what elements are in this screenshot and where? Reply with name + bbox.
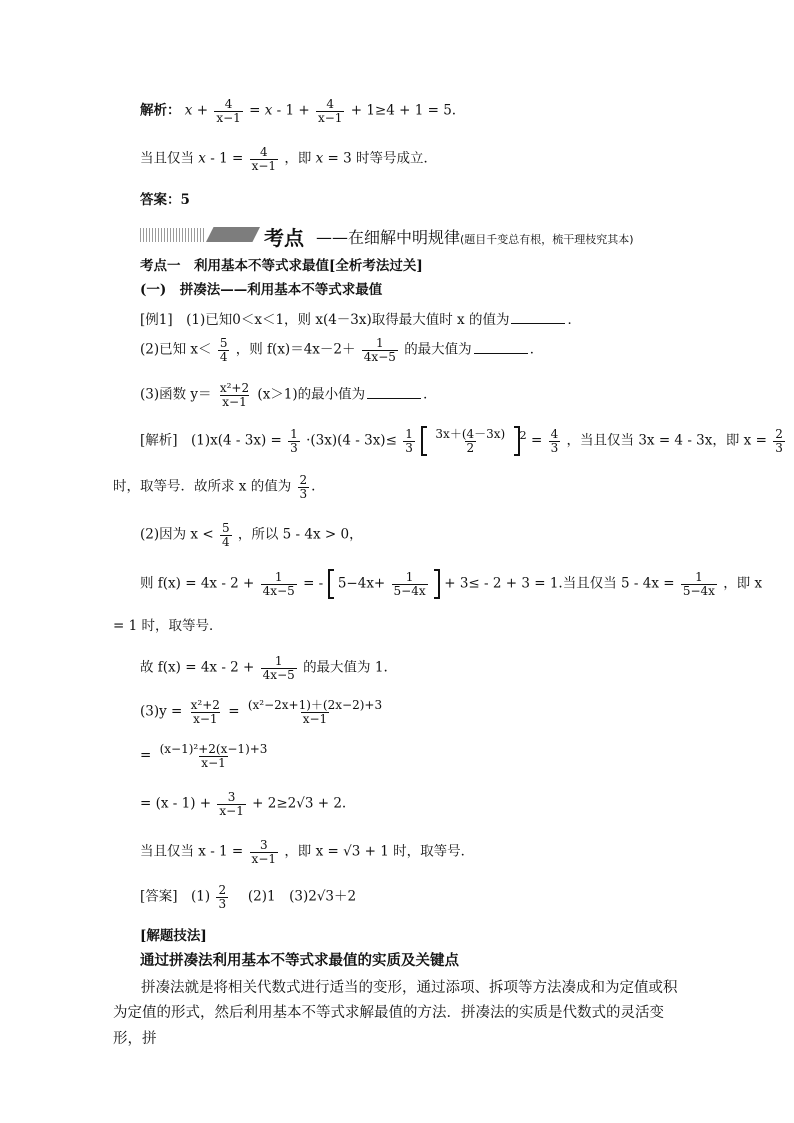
fraction: $\frac{1}{4x-5}$: [262, 654, 295, 682]
fraction: $\frac{1}{4x-5}$: [363, 336, 396, 364]
example-part-1: [例1] (1)已知0＜x＜1，则 x(4－3x)取得最大值时 x 的值为 ．: [140, 312, 581, 328]
fraction: $\frac{4}{x-1}$: [216, 97, 241, 125]
fraction: $\frac{3}{x-1}$: [219, 790, 244, 818]
left-bracket: [421, 426, 427, 456]
fraction: $\frac{2}{3}$: [775, 426, 783, 455]
fraction: $\frac{1}{3}$: [405, 426, 413, 455]
solution-3-line-3: = (x - 1) + $\frac{3}{x-1}$ + 2≥2√3 + 2.: [140, 790, 347, 818]
banner-bar: [206, 227, 260, 242]
fraction: $\frac{5}{4}$: [221, 521, 230, 549]
fraction: $\frac{1}{3}$: [290, 426, 298, 455]
solution-line-1: 解析： x + $\frac{4}{x-1}$ = x - 1 + $\frac{4}{x-1}$ + 1≥4 + 1 = 5.: [140, 97, 457, 125]
fraction: $\frac{4}{3}$: [550, 426, 559, 455]
fraction: $\frac{\text{x²+2}}{x-1}$: [219, 381, 250, 409]
jiexi-label: 解析：: [140, 102, 181, 119]
method-head: 通过拼凑法利用基本不等式求最值的实质及关键点: [140, 952, 459, 969]
left-bracket: [328, 569, 334, 599]
example-part-3: (3)函数 y＝ $\frac{\text{x²+2}}{x-1}$ (x＞1)的最小值为 ．: [140, 381, 437, 409]
fraction: $\frac{3x+(4-3x)}{2}$: [435, 426, 506, 455]
fraction: $\frac{1}{5-4x}$: [682, 569, 715, 598]
solution-2-conclusion: 故 f(x) = 4x - 2 + $\frac{1}{4x-5}$ 的最大值为 1.: [140, 654, 388, 682]
topic-heading: 考点一 利用基本不等式求最值[全析考法过关]: [140, 258, 423, 274]
answer-blank: [474, 341, 528, 354]
right-bracket: [434, 569, 440, 599]
method-title: [解题技法]: [140, 928, 207, 944]
banner-subtitle: ——在细解中明规律(题目千变总有根，梳干理枝究其本): [316, 228, 634, 247]
answer-blank: [511, 311, 565, 324]
solution-1-cont: 时，取等号．故所求 x 的值为 $\frac{2}{3}$ .: [113, 473, 316, 501]
solution-3-line-1: (3)y = $\frac{\text{x²+2}}{x-1}$ = $\frac{\text{(x²−2x+1)＋(2x−2)+3}}{x-1}$: [140, 698, 383, 726]
equality-condition: 当且仅当 x - 1 = $\frac{4}{x-1}$ ，即 x = 3 时等号成立．: [140, 145, 438, 173]
solution-3-condition: 当且仅当 x - 1 = $\frac{3}{x-1}$ ，即 x = √3 + 1 时，取等号．: [140, 838, 475, 866]
answer-summary: [答案] (1) $\frac{2}{3}$ (2)1 (3)2√3＋2: [140, 883, 357, 911]
solution-3-line-2: = $\frac{\text{(x−1)²+2(x−1)+3}}{x-1}$: [140, 742, 268, 770]
solution-2-derivation: 则 f(x) = 4x - 2 + $\frac{1}{4x-5}$ = - 5−4x+ $\frac{1}{5-4x}$ + 3≤ - 2 + 3 = 1.当且仅当 5 - 4x = $\frac{1}{5-4x}$ ，即 x: [140, 569, 763, 598]
fraction: $\frac{\text{(x−1)²+2(x−1)+3}}{x-1}$: [159, 742, 268, 770]
method-heading: (一) 拼凑法——利用基本不等式求最值: [140, 282, 383, 298]
section-banner: [140, 222, 685, 250]
fraction: $\frac{4}{x-1}$: [251, 145, 277, 173]
answer-line: 答案：5: [140, 192, 190, 208]
fraction: $\frac{1}{4x-5}$: [262, 569, 295, 598]
solution-1: [解析] (1)x(4 - 3x) = $\frac{1}{3}$ ·(3x)(4 - 3x)≤ $\frac{1}{3}$ $\frac{3x+(4-3x)}{2}$ $^2$ = $\frac{4}{3}$ ，当且仅当 3x = 4 - 3x，即 x = $\frac{2}{3}$: [140, 426, 783, 455]
example-part-2: (2)已知 x＜ $\frac{5}{4}$ ，则 f(x)＝4x－2＋ $\frac{1}{4x-5}$ 的最大值为 ．: [140, 336, 544, 364]
method-paragraph: 拼凑法就是将相关代数式进行适当的变形，通过添项、拆项等方法凑成和为定值或积为定值的形式，然后利用基本不等式求解最值的方法．拼凑法的实质是代数式的灵活变形，拼: [113, 980, 678, 1047]
fraction: $\frac{5}{4}$: [219, 336, 228, 364]
solution-2-cont: = 1 时，取等号．: [113, 618, 223, 634]
banner-stripes: [140, 228, 206, 242]
fraction: $\frac{2}{3}$: [299, 473, 308, 501]
banner-title: 考点: [264, 226, 304, 250]
fraction: $\frac{2}{3}$: [218, 883, 227, 911]
fraction: $\frac{\text{x²+2}}{x-1}$: [190, 698, 220, 726]
answer-blank: [367, 386, 421, 399]
fraction: $\frac{3}{x-1}$: [251, 838, 277, 866]
fraction: $\frac{1}{5-4x}$: [393, 569, 426, 598]
fraction: $\frac{\text{(x²−2x+1)＋(2x−2)+3}}{x-1}$: [247, 698, 383, 726]
fraction: $\frac{4}{x-1}$: [317, 97, 343, 125]
solution-2-intro: (2)因为 x < $\frac{5}{4}$ ，所以 5 - 4x > 0，: [140, 521, 363, 549]
